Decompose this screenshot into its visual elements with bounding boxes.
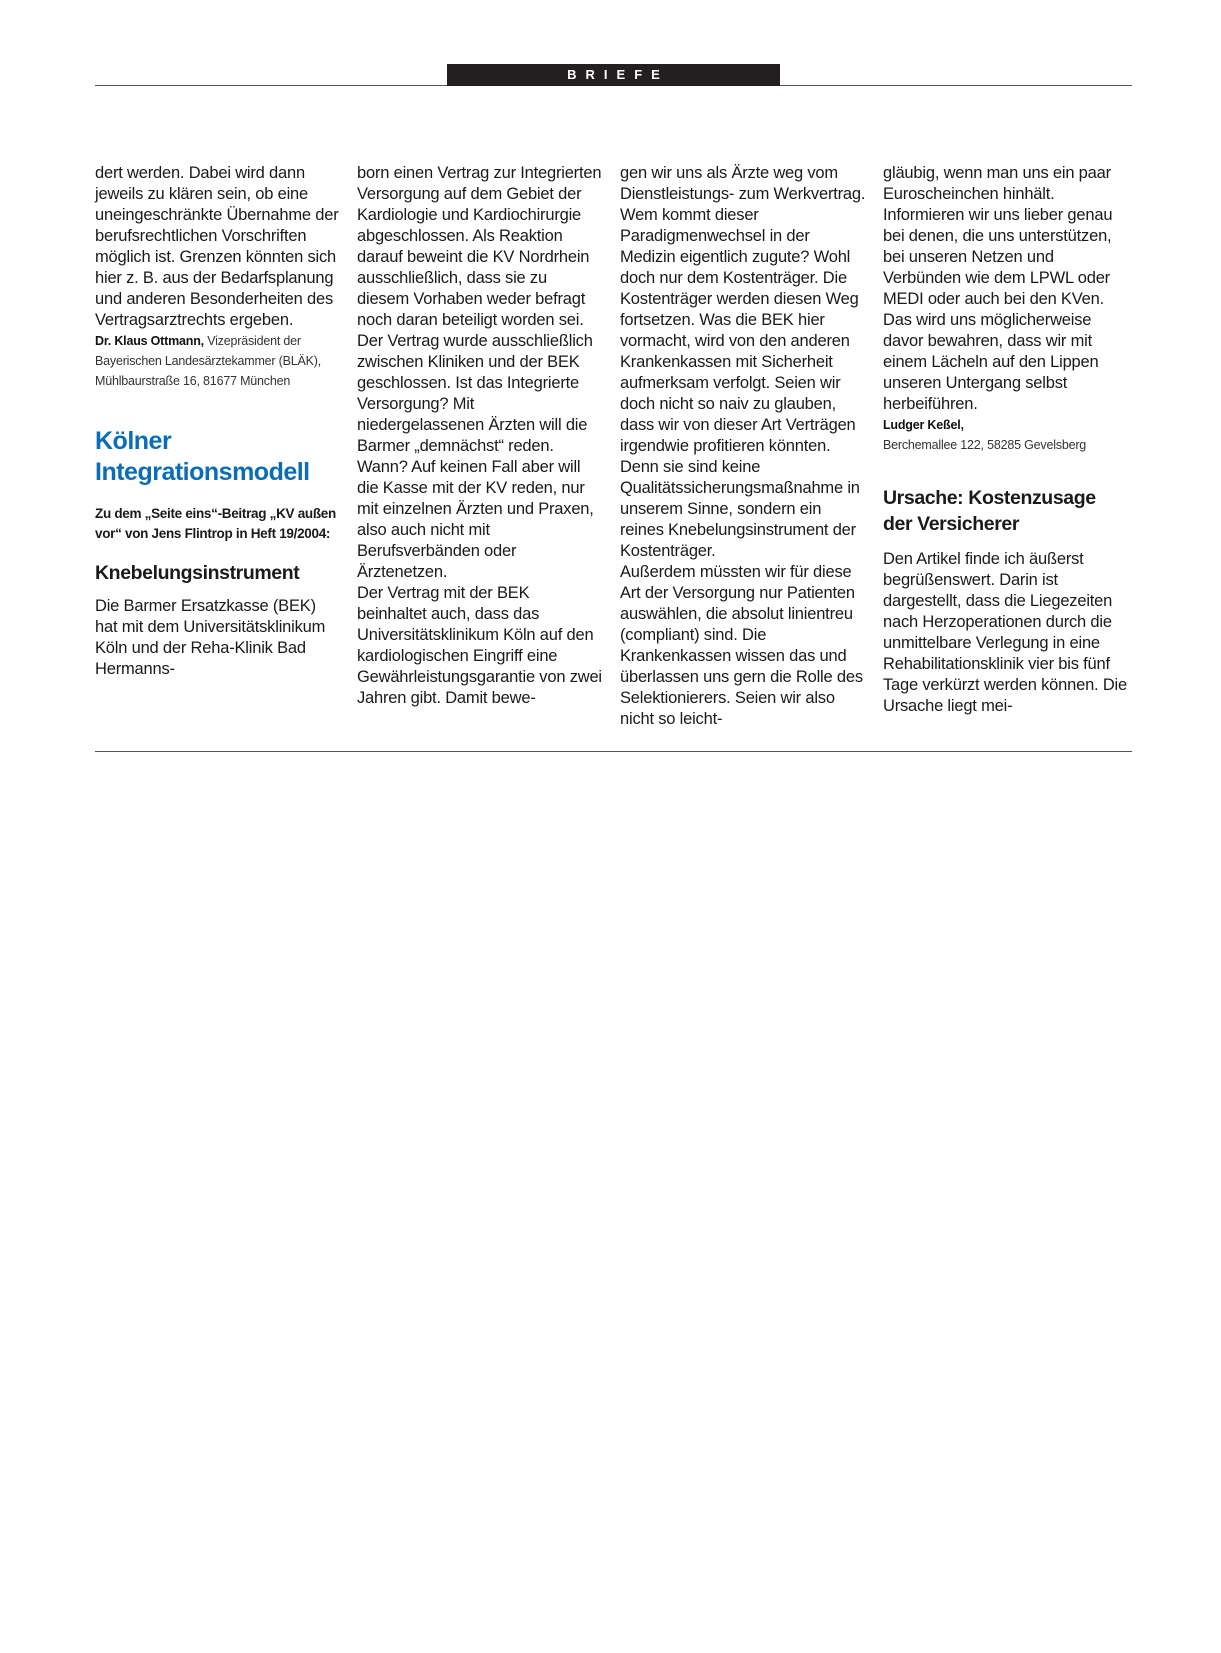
author-address: Berchemallee 122, 58285 Gevelsberg bbox=[883, 438, 1087, 452]
column-2 bbox=[357, 163, 603, 709]
paragraph: Den Artikel finde ich äußerst begrüßenswert. Darin ist dargestellt, dass die Liegezeiten nach Herzoperationen durch die unmittelbare Verlegung in eine Rehabilitationsklinik vier bis fünf Tage verkürzt werden können. Die Ursache liegt mei- bbox=[883, 550, 1127, 715]
paragraph: gen wir uns als Ärzte weg vom Dienstleistungs- zum Werkvertrag. Wem kommt dieser Paradigmenwechsel in der Medizin eigentlich zugute? Wohl doch nur dem Kostenträger. Die Kostenträger werden diesen Weg fortsetzen. Was die BEK hier vormacht, wird von den anderen Krankenkassen mit Sicherheit aufmerksam verfolgt. Seien wir doch nicht so naiv zu glauben, dass wir von dieser Art Verträgen irgendwie profitieren könnten. Denn sie sind keine Qualitätssicherungsmaßnahme in unserem Sinne, sondern ein reines Knebelungsinstrument der Kostenträger. bbox=[620, 164, 866, 560]
bottom-rule bbox=[95, 751, 1132, 752]
section-intro: Zu dem „Seite eins“-Beitrag „KV außen vor“ von Jens Flintrop in Heft 19/2004: bbox=[95, 506, 336, 541]
column-3 bbox=[620, 163, 866, 730]
section-label: BRIEFE bbox=[447, 64, 780, 86]
paragraph: dert werden. Dabei wird dann jeweils zu klären sein, ob eine uneingeschränkte Übernahme der berufsrechtlichen Vorschriften möglich ist. Grenzen könnten sich hier z. B. aus der Bedarfsplanung und anderen Besonderheiten des Vertragsarztrechts ergeben. bbox=[95, 164, 339, 329]
letter-heading: Knebelungsinstrument bbox=[95, 562, 300, 584]
paragraph: Der Vertrag wurde ausschließlich zwischen Kliniken und der BEK geschlossen. Ist das Integrierte Versorgung? Mit niedergelassenen Ärzten will die Barmer „demnächst“ reden. Wann? Auf keinen Fall aber will die Kasse mit der KV reden, nur mit einzelnen Ärzten und Praxen, also auch nicht mit Berufsverbänden oder Ärztenetzen. bbox=[357, 332, 594, 581]
paragraph: gläubig, wenn man uns ein paar Euroscheinchen hinhält. Informieren wir uns lieber genau bei denen, die uns unterstützen, bei unseren Netzen und Verbünden wie dem LPWL oder MEDI oder auch bei den KVen. Das wird uns möglicherweise davor bewahren, dass wir mit einem Lächeln auf den Lippen unseren Untergang selbst herbeiführen. bbox=[883, 164, 1113, 413]
column-4 bbox=[883, 163, 1129, 717]
section-heading: Kölner Integrationsmodell bbox=[95, 427, 310, 486]
paragraph: Außerdem müssten wir für diese Art der Versorgung nur Patienten auswählen, die absolut linientreu (compliant) sind. Die Krankenkassen wissen das und überlassen uns gern die Rolle des Selektionierers. Seien wir also nicht so leicht- bbox=[620, 563, 863, 728]
paragraph: Die Barmer Ersatzkasse (BEK) hat mit dem Universitätsklinikum Köln und der Reha-Klinik Bad Hermanns- bbox=[95, 597, 326, 678]
paragraph: Der Vertrag mit der BEK beinhaltet auch, dass das Universitätsklinikum Köln auf den kardiologischen Eingriff eine Gewährleistungsgarantie von zwei Jahren gibt. Damit bewe- bbox=[357, 584, 602, 707]
column-1 bbox=[95, 163, 341, 680]
author-name: Ludger Keßel, bbox=[883, 418, 964, 432]
letter-signature bbox=[95, 331, 341, 391]
letter-heading: Ursache: Kostenzusage der Versicherer bbox=[883, 487, 1096, 535]
paragraph: born einen Vertrag zur Integrierten Versorgung auf dem Gebiet der Kardiologie und Kardiochirurgie abgeschlossen. Als Reaktion darauf beweint die KV Nordrhein ausschließlich, dass sie zu diesem Vorhaben weder befragt noch daran beteiligt worden sei. bbox=[357, 164, 602, 329]
letter-signature bbox=[883, 415, 1129, 455]
author-name: Dr. Klaus Ottmann, bbox=[95, 334, 204, 348]
author-details: Vizepräsident der Bayerischen Landesärztekammer (BLÄK), Mühlbaurstraße 16, 81677 München bbox=[95, 334, 322, 388]
